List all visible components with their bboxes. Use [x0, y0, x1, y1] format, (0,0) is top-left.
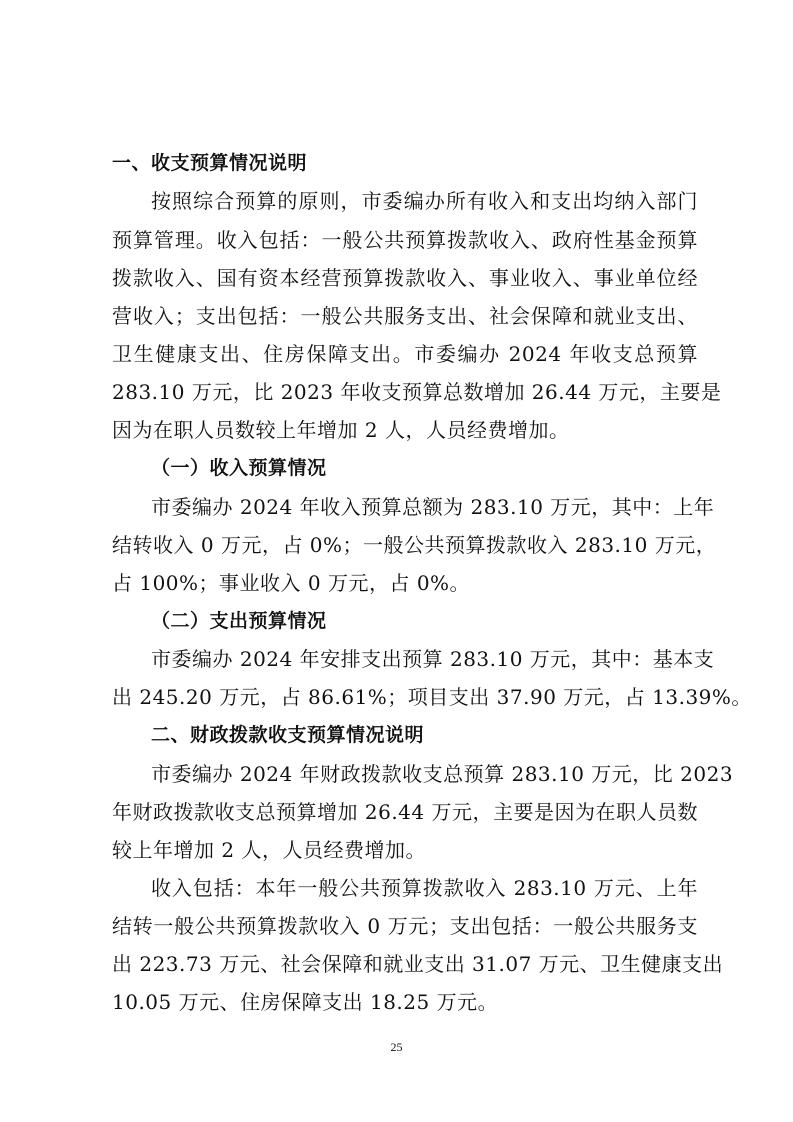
- expense-line2: 出 245.20 万元，占 86.61%；项目支出 37.90 万元，占 13.39%。: [112, 685, 752, 709]
- section1-para1-line1: 按照综合预算的原则，市委编办所有收入和支出均纳入部门: [151, 189, 698, 213]
- section1-para1-line4: 营收入；支出包括：一般公共服务支出、社会保障和就业支出、: [112, 304, 698, 328]
- income-line1: 市委编办 2024 年收入预算总额为 283.10 万元，其中：上年: [151, 495, 715, 519]
- income-line2: 结转收入 0 万元，占 0%；一般公共预算拨款收入 283.10 万元，: [112, 533, 717, 557]
- section1-para1-line7: 因为在职人员数较上年增加 2 人，人员经费增加。: [112, 418, 570, 442]
- section1-para1-line3: 拨款收入、国有资本经营预算拨款收入、事业收入、事业单位经: [112, 266, 698, 290]
- section1-heading: 一、收支预算情况说明: [112, 152, 308, 174]
- section2-para2-line4: 10.05 万元、住房保障支出 18.25 万元。: [112, 990, 499, 1014]
- income-line3: 占 100%；事业收入 0 万元，占 0%。: [112, 571, 471, 595]
- subsection-expense-heading: （二）支出预算情况: [151, 610, 327, 632]
- section2-para2-line2: 结转一般公共预算拨款收入 0 万元；支出包括：一般公共服务支: [112, 914, 698, 938]
- section1-para1-line5: 卫生健康支出、住房保障支出。市委编办 2024 年收支总预算: [112, 342, 698, 366]
- page-number: 25: [390, 1040, 403, 1054]
- section1-para1-line6: 283.10 万元，比 2023 年收支预算总数增加 26.44 万元，主要是: [112, 380, 722, 404]
- section2-para2-line1: 收入包括：本年一般公共预算拨款收入 283.10 万元、上年: [151, 876, 698, 900]
- subsection-income-heading: （一）收入预算情况: [151, 457, 327, 479]
- section2-heading: 二、财政拨款收支预算情况说明: [151, 724, 425, 746]
- expense-line1: 市委编办 2024 年安排支出预算 283.10 万元，其中：基本支: [151, 647, 715, 671]
- section1-para1-line2: 预算管理。收入包括：一般公共预算拨款收入、政府性基金预算: [112, 228, 698, 252]
- section2-para1-line2: 年财政拨款收支总预算增加 26.44 万元，主要是因为在职人员数: [112, 800, 698, 824]
- section2-para1-line3: 较上年增加 2 人，人员经费增加。: [112, 838, 426, 862]
- section2-para2-line3: 出 223.73 万元、社会保障和就业支出 31.07 万元、卫生健康支出: [112, 952, 724, 976]
- section2-para1-line1: 市委编办 2024 年财政拨款收支总预算 283.10 万元，比 2023: [151, 762, 734, 786]
